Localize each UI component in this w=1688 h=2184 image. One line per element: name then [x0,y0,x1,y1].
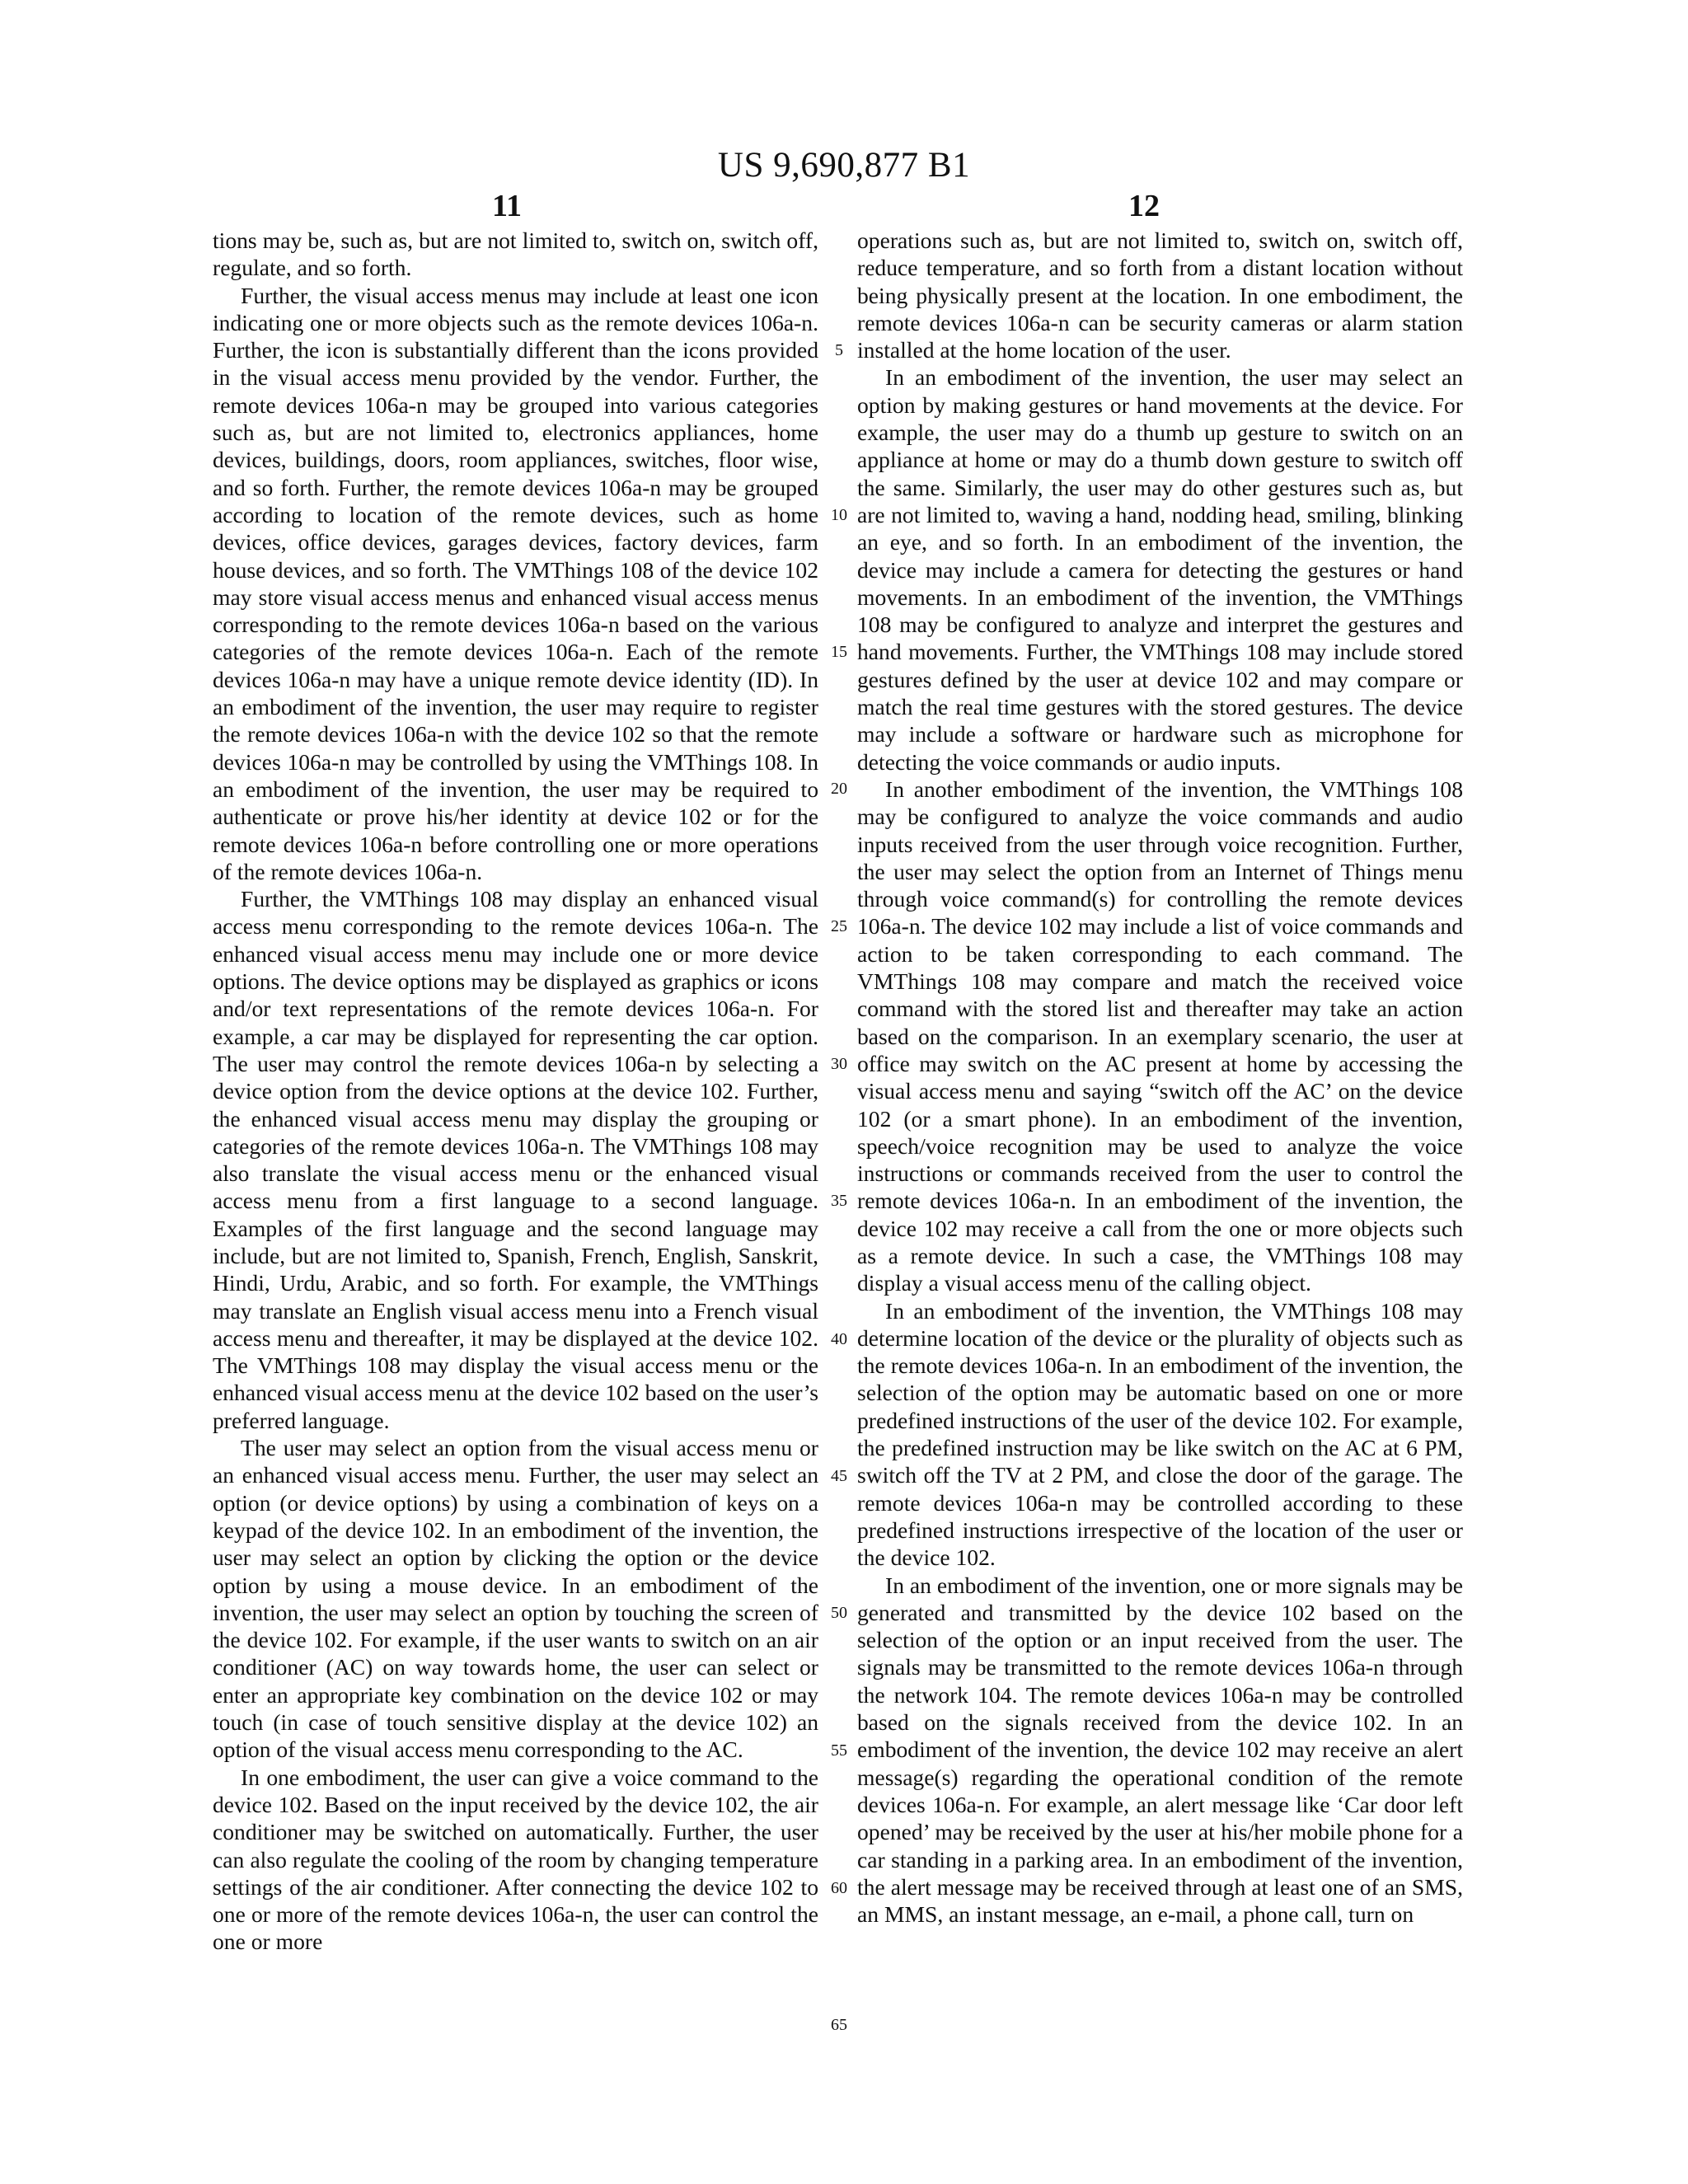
right-column-number: 12 [1128,189,1160,223]
line-number: 30 [831,1055,847,1073]
right-column [857,227,1463,1928]
line-number: 25 [831,917,847,935]
line-number: 40 [831,1330,847,1348]
left-column [213,227,818,1956]
left-column-number: 11 [492,189,522,223]
line-number: 35 [831,1192,847,1210]
line-number: 45 [831,1467,847,1485]
patent-number: US 9,690,877 B1 [717,146,971,185]
paragraph: The user may select an option from the visual access menu or an enhanced visual access menu. Further, the user may select an option (or device options) by using a combination of keys on a keypad of the device 102. In an embodiment of the invention, the user may select an option by clicking the option or the device option by using a mouse device. In an embodiment of the invention, the user may select an option by touching the screen of the device 102. For example, if the user wants to switch on an air conditioner (AC) on way towards home, the user can select or enter an appropriate key combination on the device 102 or may touch (in case of touch sensitive display at the device 102) an option of the visual access menu corresponding to the AC. [213,1435,818,1763]
paragraph: Further, the VMThings 108 may display an enhanced visual access menu corresponding to the remote devices 106a-n. The enhanced visual access menu may include one or more device options. The device options may be displayed as graphics or icons and/or text representations of the remote devices 106a-n. For example, a car may be displayed for representing the car option. The user may control the remote devices 106a-n by selecting a device option from the device options at the device 102. Further, the enhanced visual access menu may display the grouping or categories of the remote devices 106a-n. The VMThings 108 may also translate the visual access menu or the enhanced visual access menu from a first language to a second language. Examples of the first language and the second language may include, but are not limited to, Spanish, French, English, Sanskrit, Hindi, Urdu, Arabic, and so forth. For example, the VMThings may translate an English visual access menu into a French visual access menu and thereafter, it may be displayed at the device 102. The VMThings 108 may display the visual access menu or the enhanced visual access menu at the device 102 based on the user’s preferred language. [213,886,818,1433]
paragraph: In an embodiment of the invention, the VMThings 108 may determine location of the device or the plurality of objects such as the remote devices 106a-n. In an embodiment of the invention, the selection of the option may be automatic based on one or more predefined instructions of the user of the device 102. For example, the predefined instruction may be like switch on the AC at 6 PM, switch off the TV at 2 PM, and close the door of the garage. The remote devices 106a-n may be controlled according to these predefined instructions irrespective of the location of the user or the device 102. [857,1297,1463,1571]
line-number: 60 [831,1879,847,1897]
line-number: 10 [831,506,847,524]
line-number: 65 [831,2016,847,2034]
paragraph: operations such as, but are not limited to, switch on, switch off, reduce temperature, and so forth from a distant location without being physically present at the location. In one embodiment, the remote devices 106a-n can be security cameras or alarm station installed at the home location of the user. [857,227,1463,363]
paragraph: In another embodiment of the invention, the VMThings 108 may be configured to analyze the voice commands and audio inputs received from the user through voice recognition. Further, the user may select the option from an Internet of Things menu through voice command(s) for controlling the remote devices 106a-n. The device 102 may include a list of voice commands and action to be taken corresponding to each command. The VMThings 108 may compare and match the received voice command with the stored list and thereafter may take an action based on the comparison. In an exemplary scenario, the user at office may switch on the AC present at home by accessing the visual access menu and saying “switch off the AC’ on the device 102 (or a smart phone). In an embodiment of the invention, speech/voice recognition may be used to analyze the voice instructions or commands received from the user to control the remote devices 106a-n. In an embodiment of the invention, the device 102 may receive a call from the one or more objects such as a remote device. In such a case, the VMThings 108 may display a visual access menu of the calling object. [857,776,1463,1296]
line-number: 50 [831,1604,847,1622]
line-number: 20 [831,780,847,798]
paragraph: In an embodiment of the invention, the user may select an option by making gestures or hand movements at the device. For example, the user may do a thumb up gesture to switch on an appliance at home or may do a thumb down gesture to switch off the same. Similarly, the user may do other gestures such as, but are not limited to, waving a hand, nodding head, smiling, blinking an eye, and so forth. In an embodiment of the invention, the device may include a camera for detecting the gestures or hand movements. In an embodiment of the invention, the VMThings 108 may be configured to analyze and interpret the gestures and hand movements. Further, the VMThings 108 may include stored gestures defined by the user at device 102 and may compare or match the real time gestures with the stored gestures. The device may include a software or hardware such as microphone for detecting the voice commands or audio inputs. [857,364,1463,775]
paragraph: In one embodiment, the user can give a voice command to the device 102. Based on the input received by the device 102, the air conditioner may be switched on automatically. Further, the user can also regulate the cooling of the room by changing temperature settings of the air conditioner. After connecting the device 102 to one or more of the remote devices 106a-n, the user can control the one or more [213,1764,818,1955]
line-number: 5 [835,341,843,359]
line-number: 55 [831,1741,847,1760]
paragraph: Further, the visual access menus may include at least one icon indicating one or more objects such as the remote devices 106a-n. Further, the icon is substantially different than the icons provided in the visual access menu provided by the vendor. Further, the remote devices 106a-n may be grouped into various categories such as, but are not limited to, electronics appliances, home devices, buildings, doors, room appliances, switches, floor wise, and so forth. Further, the remote devices 106a-n may be grouped according to location of the remote devices, such as home devices, office devices, garages devices, factory devices, farm house devices, and so forth. The VMThings 108 of the device 102 may store visual access menus and enhanced visual access menus corresponding to the remote devices 106a-n based on the various categories of the remote devices 106a-n. Each of the remote devices 106a-n may have a unique remote device identity (ID). In an embodiment of the invention, the user may require to register the remote devices 106a-n with the device 102 so that the remote devices 106a-n may be controlled by using the VMThings 108. In an embodiment of the invention, the user may be required to authenticate or prove his/her identity at device 102 or for the remote devices 106a-n before controlling one or more operations of the remote devices 106a-n. [213,282,818,884]
paragraph: tions may be, such as, but are not limited to, switch on, switch off, regulate, and so forth. [213,227,818,281]
paragraph: In an embodiment of the invention, one or more signals may be generated and transmitted by the device 102 based on the selection of the option or an input received from the user. The signals may be transmitted to the remote devices 106a-n through the network 104. The remote devices 106a-n may be controlled based on the signals received from the device 102. In an embodiment of the invention, the device 102 may receive an alert message(s) regarding the operational condition of the remote devices 106a-n. For example, an alert message like ‘Car door left opened’ may be received by the user at his/her mobile phone for a car standing in a parking area. In an embodiment of the invention, the alert message may be received through at least one of an SMS, an MMS, an instant message, an e-mail, a phone call, turn on [857,1572,1463,1928]
line-number: 15 [831,643,847,661]
